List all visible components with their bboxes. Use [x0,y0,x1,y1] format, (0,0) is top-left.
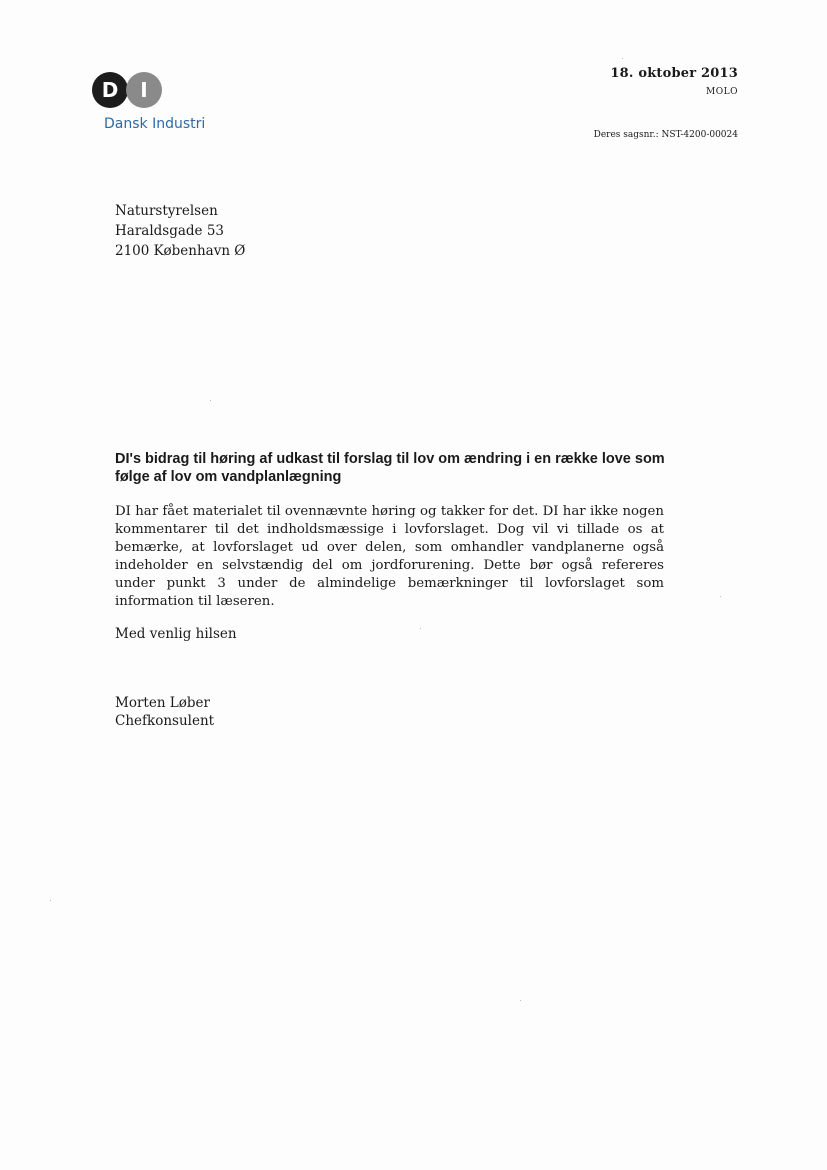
scan-speck [520,1000,521,1001]
signer-title: Chefkonsulent [115,713,215,729]
letter-subject: DI's bidrag til høring af udkast til forslag til lov om ændring i en række love som følge af lov om vandplanlægning [115,451,665,485]
case-reference: Deres sagsnr.: NST-4200-00024 [593,130,738,140]
logo-circle-d: D [92,72,128,108]
recipient-street: Haraldsgade 53 [115,223,225,239]
signer-name: Morten Løber [115,695,210,711]
scan-speck [420,628,421,629]
scan-speck [622,58,623,59]
scan-speck [210,400,211,401]
recipient-name: Naturstyrelsen [115,203,218,219]
signature-block [115,694,214,730]
letter-header-meta [610,66,738,97]
logo-company-name: Dansk Industri [104,116,206,132]
recipient-city: 2100 København Ø [115,243,246,259]
logo-circle-i: I [126,72,162,108]
letter-closing: Med venlig hilsen [115,626,237,642]
scan-speck [50,900,51,901]
letter-date: 18. oktober 2013 [610,66,738,81]
di-logo [92,72,206,142]
scan-speck [720,596,721,597]
letter-body: DI har fået materialet til ovennævnte høring og takker for det. DI har ikke nogen kommentarer til det indholdsmæssige i lovforslaget. Dog vil vi tillade os at bemærke, at lovforslaget ud over delen, som omhandler vandplanerne også indeholder en selvstændig del om jordforurening. Dette bør også refereres under punkt 3 under de almindelige bemærkninger til lovforslaget som information til læseren. [115,504,664,609]
sender-initials: MOLO [706,87,738,97]
recipient-address [115,201,245,261]
logo-circles [92,72,202,110]
